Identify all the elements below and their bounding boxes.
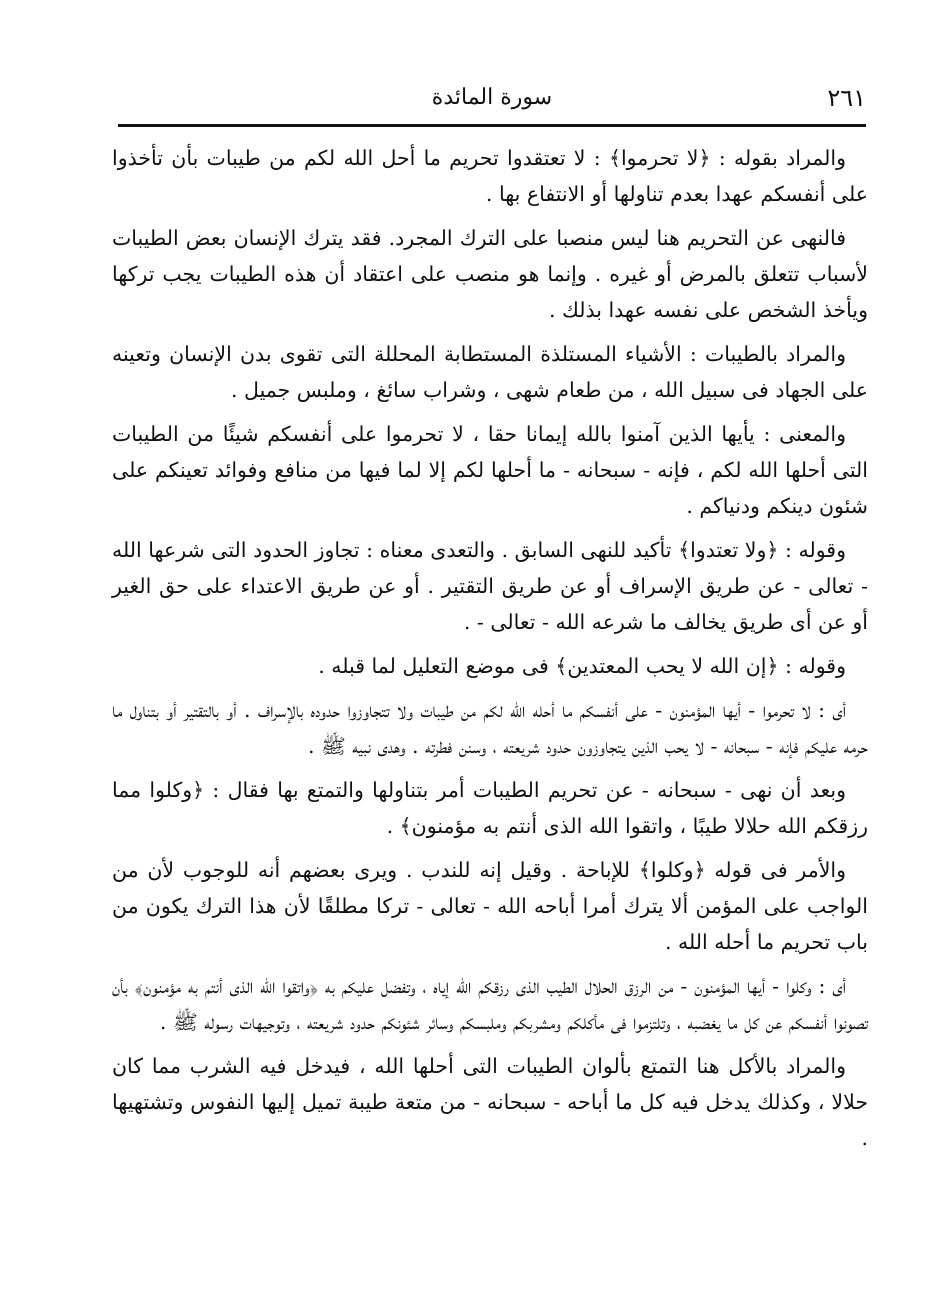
paragraph: وقوله : ﴿ولا تعتدوا﴾ تأكيد للنهى السابق . والتعدى معناه : تجاوز الحدود التى شرعها الله - تعالى - عن طريق الإسراف أو عن طريق التقتير . أو عن طريق الاعتداء على حق الغير أو عن أى طريق يخالف ما شرعه الله - تعالى - . [112, 538, 868, 634]
page-body [112, 140, 868, 1280]
paragraph: والأمر فى قوله ﴿وكلوا﴾ للإباحة . وقيل إنه للندب . ويرى بعضهم أنه للوجوب لأن من الواجب على المؤمن ألا يترك أمرا أباحه الله - تعالى - تركا مطلقًا لأن هذا الترك يكون من باب تحريم ما أحله الله . [112, 858, 868, 954]
paragraph: والمراد بالطيبات : الأشياء المستلذة المستطابة المحللة التى تقوى بدن الإنسان وتعينه على الجهاد فى سبيل الله ، من طعام شهى ، وشراب سائغ ، وملبس جميل . [112, 342, 868, 402]
page-header [118, 82, 866, 122]
paragraph: أى : لا تحرموا - أيها المؤمنون - على أنفسكم ما أحله الله لكم من طيبات ولا تتجاوزوا حدوده بالإسراف . أو بالتقتير أو بتناول ما حرمه عليكم فإنه - سبحانه - لا يحب الذين يتجاوزون حدود شريعته ، وسنن فطرته . وهدى نبيه ﷺ . [112, 698, 868, 758]
running-title: سورة المائدة [431, 85, 553, 110]
paragraph: وبعد أن نهى - سبحانه - عن تحريم الطيبات أمر بتناولها والتمتع بها فقال : ﴿وكلوا مما رزقكم الله حلالا طيبًا ، واتقوا الله الذى أنتم به مؤمنون﴾ . [112, 778, 868, 838]
paragraph: وقوله : ﴿إن الله لا يحب المعتدين﴾ فى موضع التعليل لما قبله . [318, 654, 846, 678]
paragraph: فالنهى عن التحريم هنا ليس منصبا على الترك المجرد. فقد يترك الإنسان بعض الطيبات لأسباب تتعلق بالمرض أو غيره . وإنما هو منصب على اعتقاد أن هذه الطيبات يجب تركها ويأخذ الشخص على نفسه عهدا بذلك . [112, 226, 868, 322]
paragraph: أى : وكلوا - أيها المؤمنون - من الرزق الحلال الطيب الذى رزقكم الله إياه ، وتفضل عليكم به ﴿واتقوا الله الذى أنتم به مؤمنون﴾ بأن تصونوا أنفسكم عن كل ما يغضبه ، وتلتزموا فى مأكلكم ومشربكم وملبسكم وسائر شئونكم حدود شريعته ، وتوجيهات رسوله ﷺ . [112, 974, 868, 1034]
header-divider [118, 124, 866, 127]
page-number: ٢٦١ [827, 84, 866, 112]
paragraph: والمراد بقوله : ﴿لا تحرموا﴾ : لا تعتقدوا تحريم ما أحل الله لكم من طيبات بأن تأخذوا على أنفسكم عهدا بعدم تناولها أو الانتفاع بها . [112, 146, 868, 206]
paragraph: والمعنى : يأيها الذين آمنوا بالله إيمانا حقا ، لا تحرموا على أنفسكم شيئًا من الطيبات التى أحلها الله لكم ، فإنه - سبحانه - ما أحلها لكم إلا لما فيها من منافع وفوائد تعينكم على شئون دينكم ودنياكم . [112, 422, 868, 518]
paragraph: والمراد بالأكل هنا التمتع بألوان الطيبات التى أحلها الله ، فيدخل فيه الشرب مما كان حلالا ، وكذلك يدخل فيه كل ما أباحه - سبحانه - من متعة طيبة تميل إليها النفوس وتشتهيها . [112, 1054, 868, 1150]
